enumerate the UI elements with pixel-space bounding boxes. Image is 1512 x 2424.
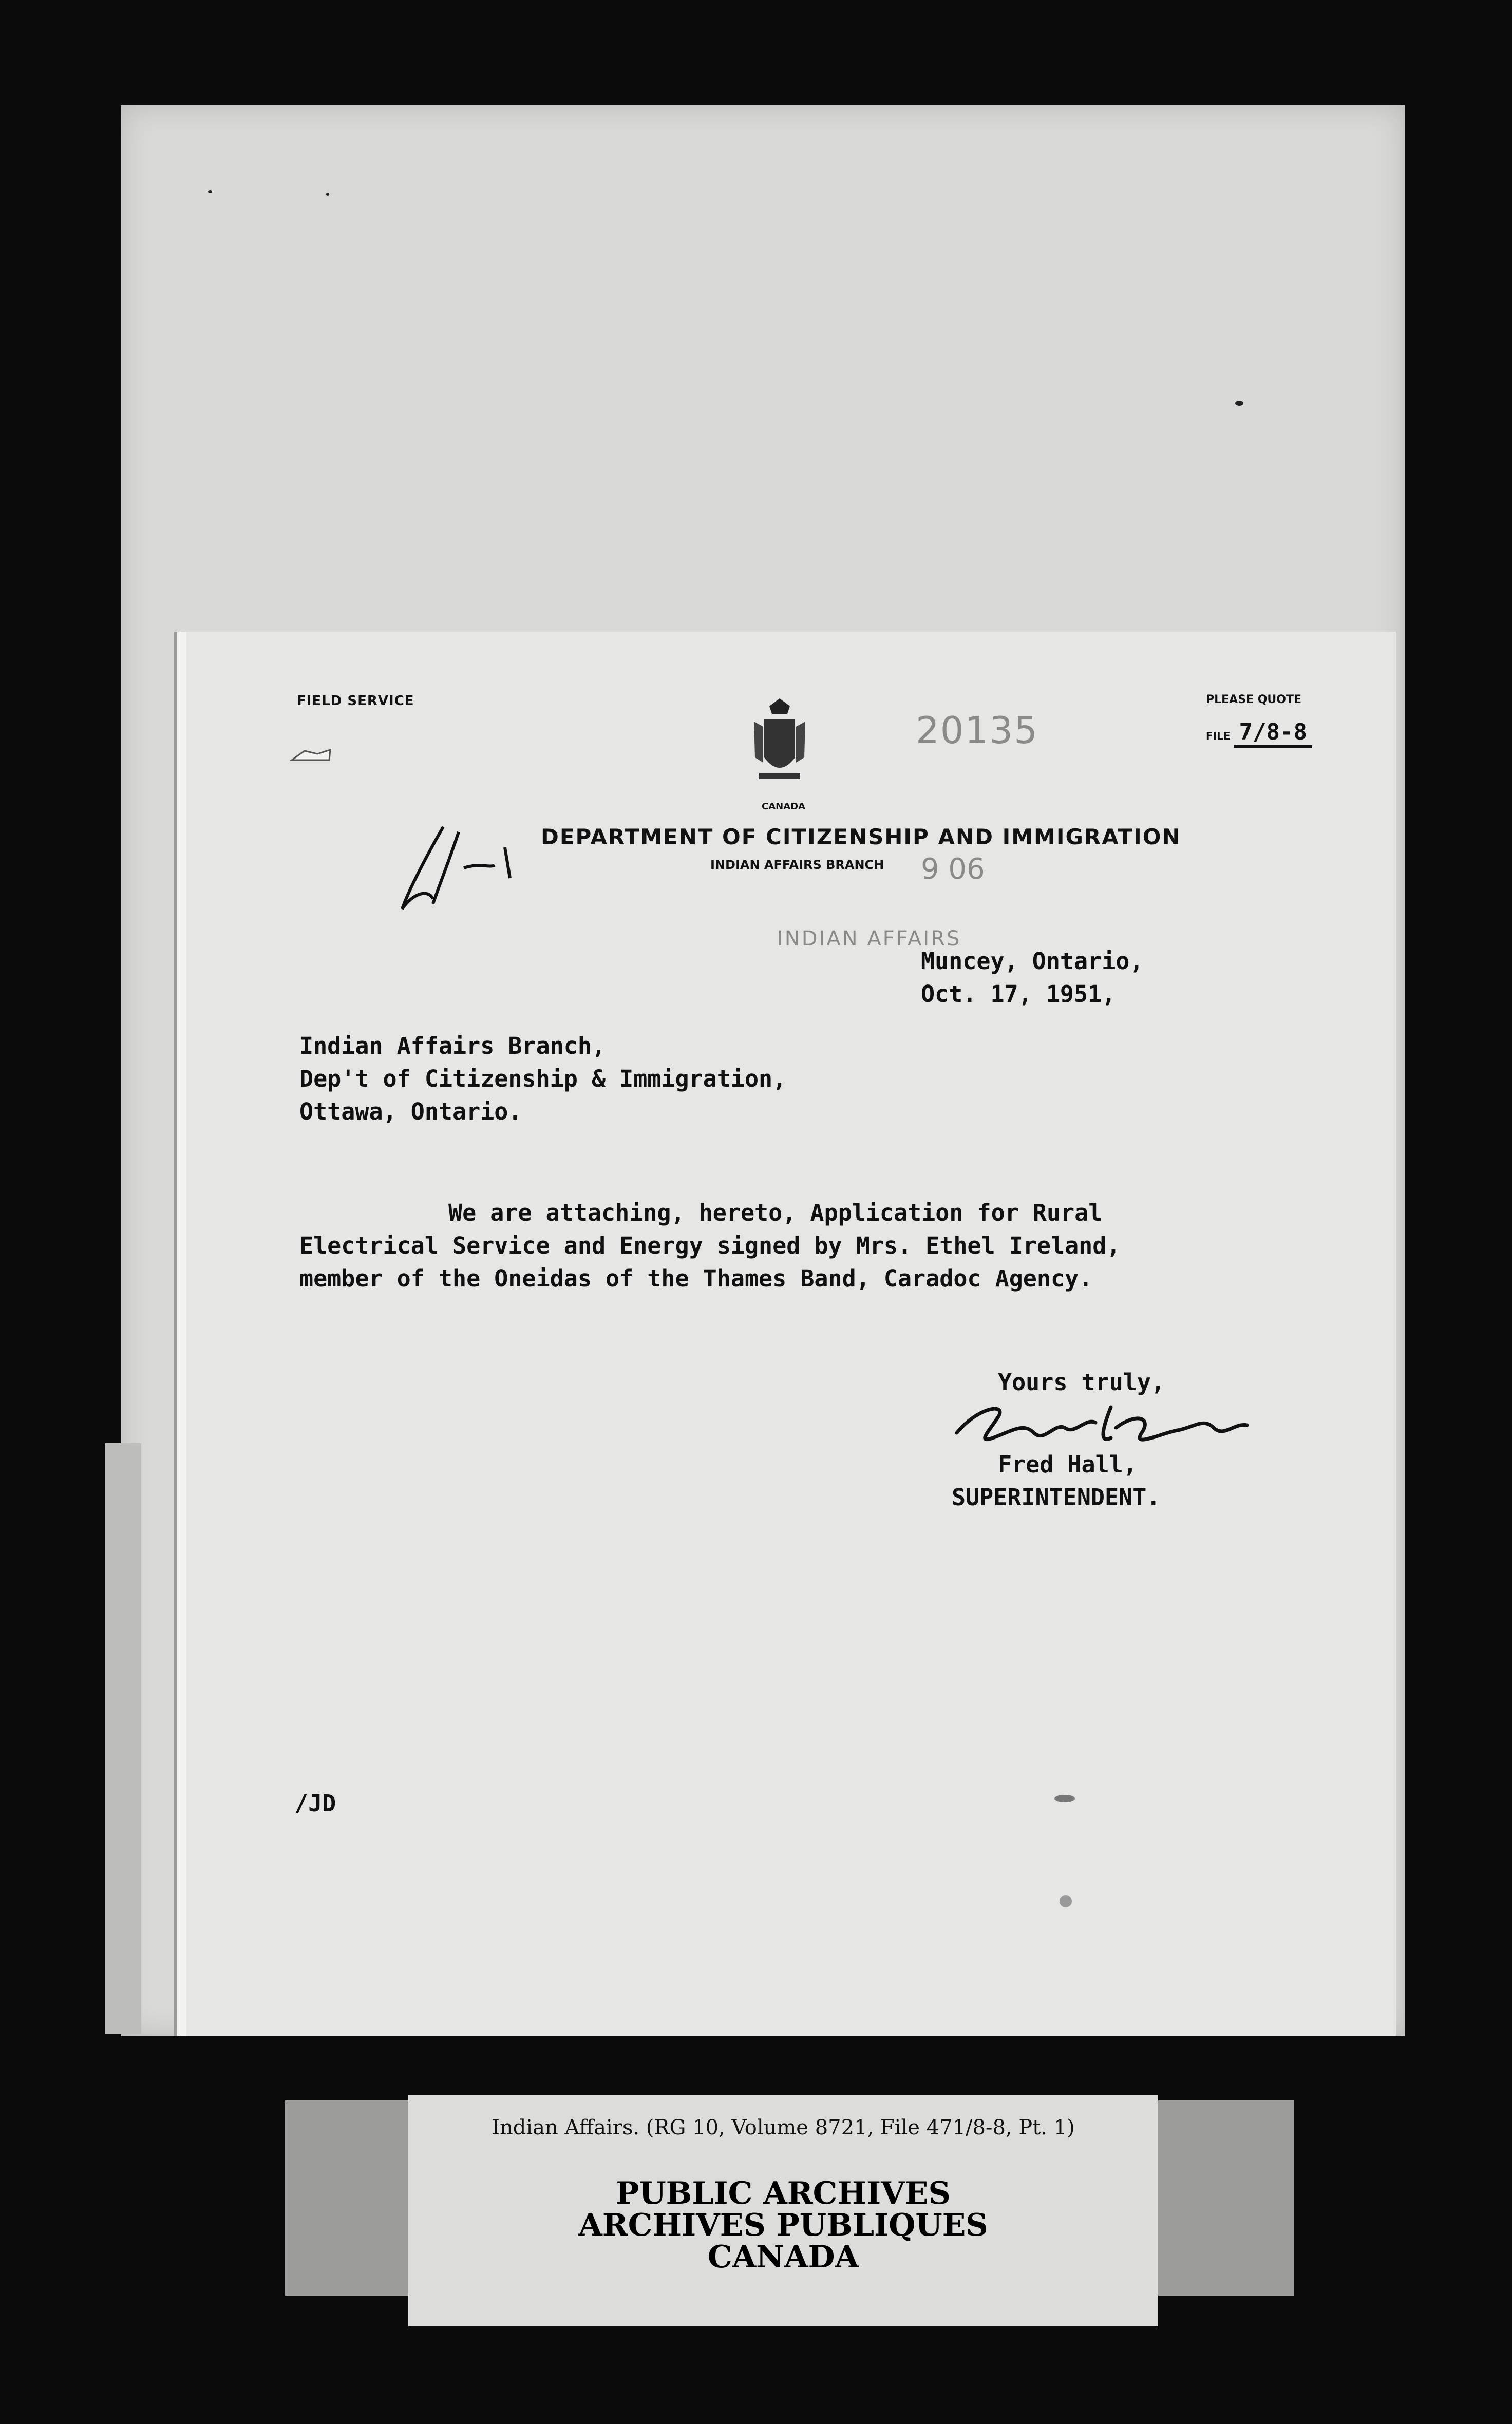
branch-name: INDIAN AFFAIRS BRANCH (710, 858, 884, 872)
typist-initials: /JD (294, 1790, 336, 1817)
department-name: DEPARTMENT OF CITIZENSHIP AND IMMIGRATION (541, 824, 1181, 849)
field-service-label: FIELD SERVICE (297, 693, 414, 709)
body-line: We are attaching, hereto, Application for Rural (448, 1199, 1103, 1226)
archive-reference: Indian Affairs. (RG 10, Volume 8721, File 471/8-8, Pt. 1) (492, 2116, 1075, 2139)
file-label: FILE (1206, 730, 1231, 742)
speck (326, 193, 329, 196)
indian-affairs-stamp: INDIAN AFFAIRS (777, 927, 961, 951)
received-stamp-time: 9 06 (921, 853, 985, 886)
label-holder-left (285, 2100, 419, 2296)
received-stamp-number: 20135 (916, 709, 1039, 752)
address-line: Ottawa, Ontario. (299, 1098, 522, 1125)
letter-date: Oct. 17, 1951, (921, 980, 1116, 1008)
label-holder-right (1150, 2100, 1294, 2296)
signer-title: SUPERINTENDENT. (952, 1484, 1161, 1511)
body-line: Electrical Service and Energy signed by Mrs. Ethel Ireland, (299, 1232, 1121, 1259)
speck (1054, 1795, 1075, 1802)
speck (1235, 401, 1243, 406)
archive-name-fr: ARCHIVES PUBLIQUES (578, 2207, 988, 2243)
archive-country: CANADA (707, 2239, 859, 2275)
file-number: 7/8-8 (1234, 719, 1312, 748)
letter-place: Muncey, Ontario, (921, 948, 1144, 975)
body-line: member of the Oneidas of the Thames Band, Caradoc Agency. (299, 1265, 1093, 1292)
coat-of-arms-icon (749, 696, 810, 793)
speck (1060, 1895, 1072, 1907)
page-edge-strip (105, 1443, 141, 2034)
address-line: Indian Affairs Branch, (299, 1032, 606, 1059)
canada-caption: CANADA (762, 801, 806, 812)
handwritten-mark (387, 817, 556, 919)
please-quote-label: PLEASE QUOTE (1206, 693, 1302, 706)
scribble-mark (289, 745, 335, 765)
signer-name: Fred Hall, (998, 1451, 1137, 1478)
file-reference (1206, 719, 1312, 745)
archive-name-en: PUBLIC ARCHIVES (616, 2175, 951, 2211)
speck (208, 190, 212, 193)
letter-page (177, 632, 1396, 2036)
closing: Yours truly, (998, 1369, 1165, 1396)
address-line: Dep't of Citizenship & Immigration, (299, 1065, 787, 1092)
